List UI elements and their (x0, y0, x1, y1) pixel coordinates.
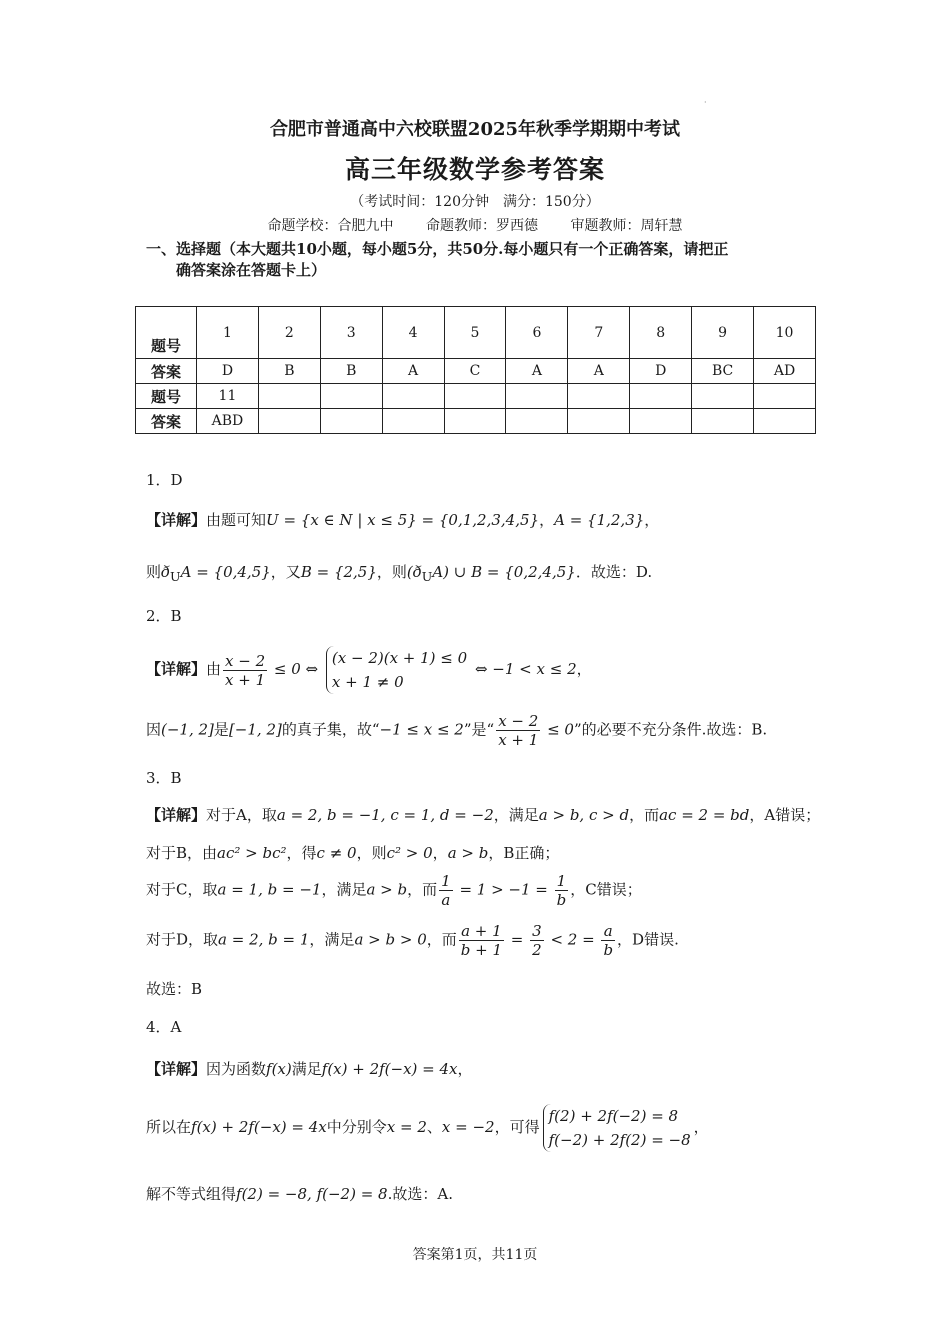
formula: f(x) (266, 1060, 292, 1078)
fraction (530, 922, 544, 959)
text: 对于B，由 (146, 844, 218, 862)
answer-cell (630, 409, 692, 434)
denominator: 2 (532, 941, 542, 959)
formula: A = {1,2,3} (554, 511, 645, 529)
answer-cell: ABD (197, 409, 259, 434)
text: ，而 (407, 880, 438, 899)
setter-text: 命题教师：罗西德 (426, 218, 538, 234)
numerator: a (601, 922, 615, 941)
text: 由 (206, 660, 222, 678)
denominator: b + 1 (460, 941, 503, 959)
answer-label: 答案 (136, 409, 197, 434)
text: 对于D，取 (146, 930, 219, 949)
text: ，则 (376, 563, 407, 581)
section-heading: 一、选择题（本大题共10小题，每小题5分，共50分.每小题只有一个正确答案，请把正 (146, 240, 729, 258)
equation-system (543, 1104, 691, 1152)
question-number: 9 (692, 307, 754, 359)
authors-line (0, 215, 950, 235)
formula: < 2 = (545, 930, 600, 949)
formula: [−1, 2] (228, 720, 282, 739)
formula: ⇔ −1 < x ≤ 2 (470, 660, 577, 678)
formula: A) ∪ B = {0,2,4,5} (432, 563, 576, 581)
formula: B = {2,5} (300, 563, 377, 581)
q4-line-3 (146, 1183, 453, 1204)
question-number: 7 (568, 307, 630, 359)
q2-line-2 (146, 712, 767, 749)
formula: U = {x ∈ N | x ≤ 5} = {0,1,2,3,4,5} (266, 511, 540, 529)
formula: ac = 2 = bd (659, 806, 750, 824)
exam-info: （考试时间：120分钟 满分：150分） (350, 194, 600, 210)
text: 中分别令 (326, 1118, 387, 1136)
text: 因为函数 (206, 1060, 267, 1078)
answer-cell: B (258, 359, 320, 384)
formula: −1 ≤ x ≤ 2 (379, 720, 464, 739)
question-number (258, 384, 320, 409)
answer-cell (444, 409, 506, 434)
formula: ≤ 0 (542, 720, 574, 739)
formula: U (421, 569, 433, 584)
denominator: x + 1 (498, 731, 539, 749)
question-number (754, 384, 816, 409)
numerator: x − 2 (225, 651, 266, 670)
formula: a = 2, b = 1 (218, 930, 310, 949)
formula: c² > 0 (386, 844, 433, 862)
answer-cell (320, 409, 382, 434)
text: ，满足 (321, 880, 367, 899)
formula: f(2) + 2f(−2) = 8 (548, 1107, 679, 1125)
question-number: 5 (444, 307, 506, 359)
text: ， (539, 511, 555, 529)
text: ， (457, 1060, 473, 1078)
formula: ac² > bc² (217, 844, 287, 862)
fraction (601, 922, 615, 959)
answer-cell (568, 409, 630, 434)
answer-cell: B (320, 359, 382, 384)
text: ”是“ (463, 720, 495, 739)
formula: ≤ 0 ⇔ (269, 660, 323, 678)
answer-cell (382, 409, 444, 434)
formula: a = 2, b = −1, c = 1, d = −2 (276, 806, 494, 824)
q4-heading: 4．A (146, 1018, 182, 1036)
section-heading-cont: 确答案涂在答题卡上） (176, 261, 327, 279)
question-number: 10 (754, 307, 816, 359)
fraction (459, 922, 504, 959)
numerator: 1 (441, 872, 451, 890)
formula: U (170, 569, 181, 584)
detail-tag: 【详解】 (146, 806, 207, 824)
text: ，得 (286, 844, 317, 862)
text: ， (576, 660, 592, 678)
question-number (444, 384, 506, 409)
question-number: 1 (197, 307, 259, 359)
q3-line-4 (146, 922, 679, 959)
text: ，C错误； (570, 880, 642, 899)
formula: a = 1, b = −1 (217, 880, 322, 899)
q3-conclusion: 故选：B (146, 980, 203, 998)
text: 是 (213, 720, 229, 739)
text: ，又 (270, 563, 301, 581)
text: ，满足 (309, 930, 355, 949)
q2-line-1 (146, 646, 592, 694)
text: 则 (146, 563, 162, 581)
page-footer: 答案第1页，共11页 (412, 1247, 538, 1263)
answer-cell: AD (754, 359, 816, 384)
question-number (692, 384, 754, 409)
document-title: 高三年级数学参考答案 (344, 155, 605, 184)
reviewer-text: 审题教师：周轩慧 (570, 218, 683, 234)
question-number (506, 384, 568, 409)
formula: A = {0,4,5} (180, 563, 271, 581)
question-number: 6 (506, 307, 568, 359)
text: 所以在 (146, 1118, 192, 1136)
denominator: b (603, 941, 614, 959)
numerator: 3 (532, 922, 542, 940)
formula: a > b (447, 844, 489, 862)
text: 对于A，取 (206, 806, 277, 824)
text: .故选：A. (387, 1185, 453, 1203)
q1-line-1 (146, 509, 659, 530)
formula: c ≠ 0 (316, 844, 357, 862)
answer-cell: D (197, 359, 259, 384)
exam-title: 合肥市普通高中六校联盟2025年秋季学期期中考试 (269, 119, 681, 140)
q3-line-2 (146, 842, 559, 863)
detail-tag: 【详解】 (146, 1060, 207, 1078)
question-number: 8 (630, 307, 692, 359)
table-row (136, 359, 816, 384)
q3-line-3 (146, 872, 642, 909)
text: ”的必要不充分条件.故选：B. (573, 720, 768, 739)
q1-heading: 1．D (146, 471, 183, 489)
text: ，D错误. (617, 930, 679, 949)
text: ， (432, 844, 448, 862)
fraction (555, 872, 569, 909)
answer-label: 答案 (136, 359, 197, 384)
question-label: 题号 (136, 384, 197, 409)
formula: f(−2) + 2f(2) = −8 (548, 1131, 691, 1149)
text: 满足 (291, 1060, 322, 1078)
answer-cell: BC (692, 359, 754, 384)
table-row (136, 307, 816, 359)
question-number (568, 384, 630, 409)
text: ，满足 (493, 806, 539, 824)
formula: a > b, c > d (538, 806, 630, 824)
q1-line-2 (146, 561, 652, 584)
fraction (223, 652, 267, 689)
formula: f(x) + 2f(−x) = 4x (191, 1118, 327, 1136)
q4-line-2 (146, 1104, 709, 1152)
text: 解不等式组得 (146, 1185, 237, 1203)
denominator: b (556, 891, 567, 909)
text: 的真子集，故“ (281, 720, 380, 739)
question-number (320, 384, 382, 409)
answer-cell: A (568, 359, 630, 384)
text: ，而 (426, 930, 457, 949)
formula: x = −2 (441, 1118, 495, 1136)
q3-heading: 3．B (146, 769, 182, 787)
formula: (−1, 2] (161, 720, 214, 739)
q3-line-1 (146, 804, 820, 825)
q2-heading: 2．B (146, 607, 182, 625)
numerator: 1 (555, 872, 569, 891)
denominator: x + 1 (225, 670, 266, 689)
formula: (x − 2)(x + 1) ≤ 0 (331, 649, 468, 667)
text: ， (693, 1118, 709, 1136)
formula: f(2) = −8, f(−2) = 8 (236, 1185, 388, 1203)
text: 由题可知 (206, 511, 267, 529)
formula: a > b (366, 880, 408, 899)
q4-line-1 (146, 1058, 473, 1079)
text: 因 (146, 720, 162, 739)
numerator: x − 2 (498, 712, 539, 730)
formula: ð (161, 563, 171, 581)
detail-tag: 【详解】 (146, 511, 207, 529)
formula: x = 2 (386, 1118, 427, 1136)
formula: a > b > 0 (354, 930, 427, 949)
formula: (ð (406, 563, 422, 581)
formula: f(x) + 2f(−x) = 4x (321, 1060, 458, 1078)
question-label: 题号 (136, 307, 197, 359)
denominator: a (441, 891, 451, 909)
answer-cell: D (630, 359, 692, 384)
answer-cell: A (382, 359, 444, 384)
scan-mark: · (704, 98, 707, 107)
text: ．故选：D. (575, 563, 653, 581)
answer-table (135, 306, 816, 434)
text: ，则 (356, 844, 387, 862)
equation-system (326, 646, 467, 694)
answer-cell: C (444, 359, 506, 384)
school-text: 命题学校：合肥九中 (267, 218, 394, 234)
text: ，A错误； (749, 806, 821, 824)
text: ，而 (629, 806, 660, 824)
answer-cell (692, 409, 754, 434)
formula: = (506, 930, 529, 949)
question-number: 3 (320, 307, 382, 359)
fraction (496, 712, 540, 749)
answer-cell: A (506, 359, 568, 384)
answer-cell (506, 409, 568, 434)
text: ，B正确； (488, 844, 560, 862)
question-number: 2 (258, 307, 320, 359)
text: ，可得 (494, 1118, 540, 1136)
question-number (630, 384, 692, 409)
table-row (136, 409, 816, 434)
fraction (439, 872, 453, 909)
text: 对于C，取 (146, 880, 218, 899)
question-number: 11 (197, 384, 259, 409)
text: 、 (426, 1118, 442, 1136)
text: ， (644, 511, 660, 529)
numerator: a + 1 (459, 922, 504, 941)
formula: x + 1 ≠ 0 (331, 673, 404, 691)
question-number: 4 (382, 307, 444, 359)
table-row (136, 384, 816, 409)
detail-tag: 【详解】 (146, 660, 207, 678)
answer-cell (754, 409, 816, 434)
formula: = 1 > −1 = (454, 880, 553, 899)
question-number (382, 384, 444, 409)
answer-cell (258, 409, 320, 434)
